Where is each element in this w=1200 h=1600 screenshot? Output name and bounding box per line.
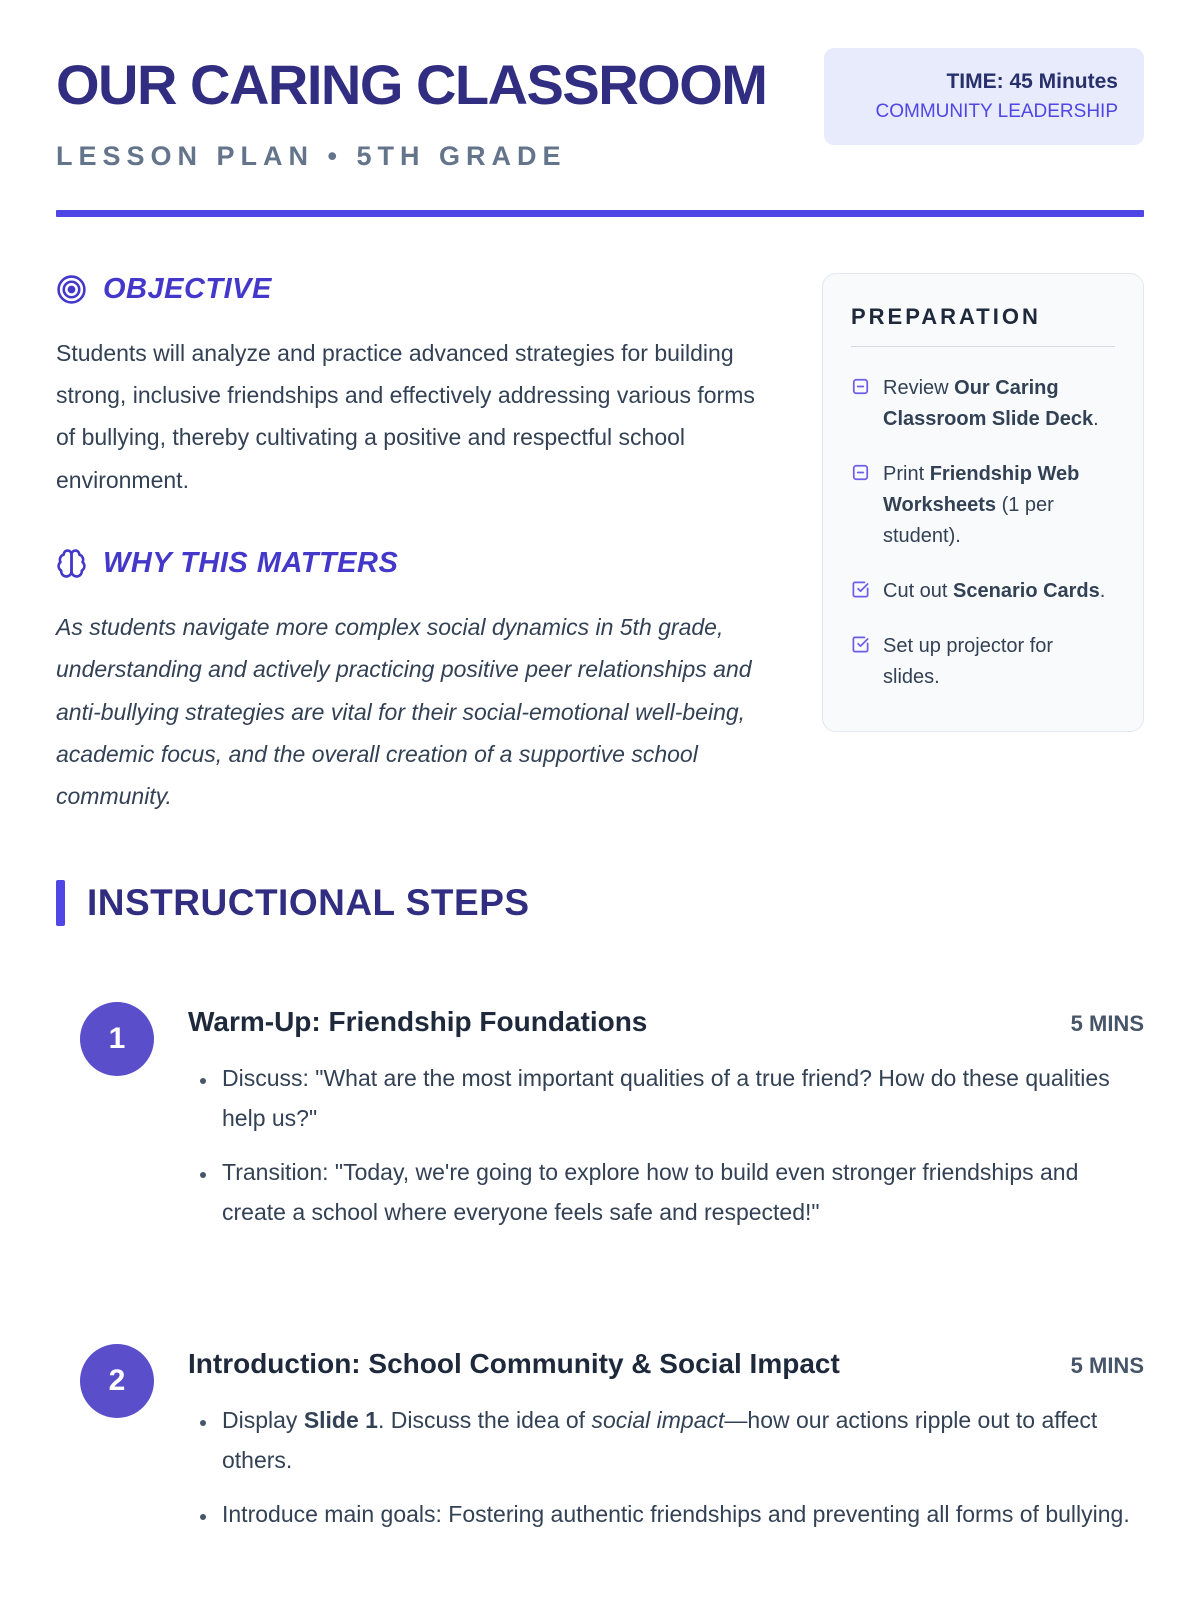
divider-rule <box>56 210 1144 217</box>
instructional-steps-heading-row <box>56 880 1144 926</box>
target-icon <box>56 274 87 305</box>
objective-section <box>56 273 776 501</box>
step-bullet: • Transition: "Today, we're going to explore how to build even stronger friendships and create a school where everyone feels safe and respected!" <box>218 1152 1144 1232</box>
why-heading-row <box>56 547 776 580</box>
step-title: Warm-Up: Friendship Foundations <box>188 1005 648 1037</box>
page-title: OUR CARING CLASSROOM <box>56 53 767 116</box>
step-bullet: • Introduce main goals: Fostering authentic friendships and preventing all forms of bullying. <box>218 1494 1144 1534</box>
preparation-heading: PREPARATION <box>851 304 1115 347</box>
step-bullet: • Discuss: "What are the most important qualities of a true friend? How do these qualities help us?" <box>218 1058 1144 1138</box>
prep-item <box>851 576 1115 607</box>
page-subtitle: LESSON PLAN • 5TH GRADE <box>56 140 567 171</box>
why-this-matters-section <box>56 547 776 818</box>
title-block <box>56 46 766 172</box>
prep-item <box>851 631 1115 693</box>
step-item <box>80 1000 1144 1246</box>
instructional-steps-heading: INSTRUCTIONAL STEPS <box>87 881 530 923</box>
why-heading: WHY THIS MATTERS <box>103 547 399 580</box>
slide-deck-icon <box>851 377 870 396</box>
page-header <box>56 46 1144 172</box>
objective-heading-row <box>56 273 776 306</box>
prep-item <box>851 459 1115 552</box>
step-duration: 5 MINS <box>1070 1352 1144 1378</box>
category-label: COMMUNITY LEADERSHIP <box>875 101 1118 122</box>
step-bullet: • Display Slide 1. Discuss the idea of social impact—how our actions ripple out to affect others. <box>218 1400 1144 1480</box>
step-header <box>188 1006 1144 1038</box>
objective-text: Students will analyze and practice advanced strategies for building strong, inclusive friendships and effectively addressing various forms of bullying, thereby cultivating a positive and respectful school environment. <box>56 339 755 493</box>
steps-list <box>56 1000 1144 1548</box>
check-square-icon <box>851 580 870 599</box>
content-columns <box>56 273 1144 818</box>
step-body <box>188 1000 1144 1246</box>
step-title: Introduction: School Community & Social Impact <box>188 1347 840 1379</box>
prep-item-text: Print Friendship Web Worksheets (1 per student). <box>883 462 1080 547</box>
prep-item-text: Cut out Scenario Cards. <box>883 579 1106 602</box>
step-bullet-list <box>188 1400 1144 1534</box>
step-number-badge: 1 <box>80 1002 154 1076</box>
heading-accent-bar <box>56 880 65 926</box>
prep-item <box>851 373 1115 435</box>
preparation-card <box>822 273 1144 732</box>
step-number-badge: 2 <box>80 1344 154 1418</box>
step-bullet-list <box>188 1058 1144 1232</box>
prep-item-text: Review Our Caring Classroom Slide Deck. <box>883 376 1099 430</box>
info-badge <box>824 48 1144 145</box>
step-header <box>188 1348 1144 1380</box>
step-duration: 5 MINS <box>1070 1010 1144 1036</box>
step-item <box>80 1342 1144 1548</box>
time-label: TIME: 45 Minutes <box>946 70 1118 93</box>
check-square-icon <box>851 635 870 654</box>
why-text: As students navigate more complex social dynamics in 5th grade, understanding and actively practicing positive peer relationships and anti-bullying strategies are vital for their social-emotional well-being, academic focus, and the overall creation of a supportive school community. <box>56 614 752 810</box>
brain-icon <box>56 548 87 579</box>
worksheet-icon <box>851 463 870 482</box>
prep-item-text: Set up projector for slides. <box>883 634 1054 688</box>
main-column <box>56 273 776 818</box>
objective-heading: OBJECTIVE <box>103 272 272 305</box>
step-body <box>188 1342 1144 1548</box>
